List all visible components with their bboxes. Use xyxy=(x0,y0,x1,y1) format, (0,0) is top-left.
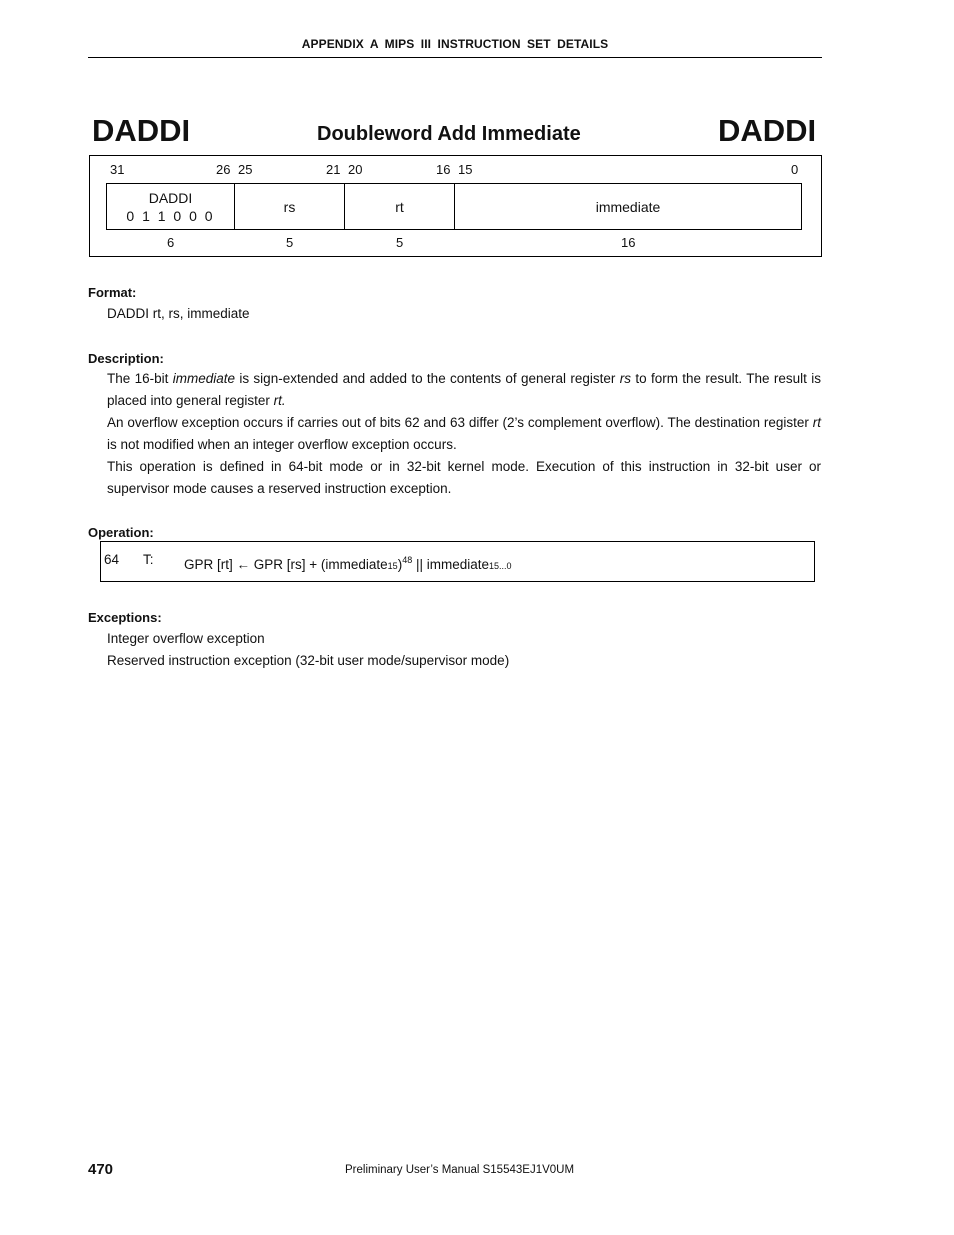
description-paragraph: The 16-bit immediate is sign-extended and added to the contents of general register rs to form the result. The result is placed into general register rt. xyxy=(107,371,821,408)
exception-item: Integer overflow exception xyxy=(107,631,265,646)
field-immediate xyxy=(455,184,801,229)
bit-number: 31 xyxy=(110,162,125,177)
manual-reference: Preliminary User’s Manual S15543EJ1V0UM xyxy=(345,1164,575,1176)
exception-item: Reserved instruction exception (32-bit user mode/supervisor mode) xyxy=(107,653,510,668)
bit-number: 25 xyxy=(238,162,253,177)
bit-number: 0 xyxy=(791,162,799,177)
field-rt xyxy=(345,184,455,229)
field-rs xyxy=(235,184,345,229)
description-body xyxy=(107,368,821,500)
exceptions-heading: Exceptions: xyxy=(88,610,162,625)
field-label: immediate xyxy=(595,198,661,215)
exceptions-list xyxy=(107,628,821,672)
format-syntax: DADDI rt, rs, immediate xyxy=(107,306,250,321)
field-width: 6 xyxy=(167,235,175,250)
bit-number: 16 xyxy=(436,162,451,177)
description-paragraph: An overflow exception occurs if carries out of bits 62 and 63 differ (2’s complement overflow). The destination register rt is not modified when an integer overflow exception occurs. xyxy=(107,415,821,452)
field-width: 16 xyxy=(621,235,636,250)
bit-number: 21 xyxy=(326,162,341,177)
field-width: 5 xyxy=(286,235,294,250)
bit-number: 26 xyxy=(216,162,231,177)
description-heading: Description: xyxy=(88,351,164,366)
operation-expression: GPR [rt] ← GPR [rs] + (immediate15)$^{48}$ || immediate15...0 xyxy=(184,555,512,572)
field-label: rt xyxy=(395,198,404,215)
operation-heading: Operation: xyxy=(88,525,154,540)
bit-number: 20 xyxy=(348,162,363,177)
mnemonic-right: DADDI xyxy=(718,113,817,148)
instruction-title: Doubleword Add Immediate xyxy=(317,123,581,145)
format-heading: Format: xyxy=(88,285,137,300)
mnemonic-left: DADDI xyxy=(92,113,191,148)
bit-number: 15 xyxy=(458,162,473,177)
description-paragraph: This operation is defined in 64-bit mode or in 32-bit kernel mode. Execution of this instruction in 32-bit user or supervisor mode causes a reserved instruction exception. xyxy=(107,459,821,496)
page-header-title: APPENDIX A MIPS III INSTRUCTION SET DETAILS xyxy=(301,37,609,51)
field-opcode xyxy=(107,184,235,229)
operation-stage: T: xyxy=(143,552,154,567)
operation-mode: 64 xyxy=(104,552,120,567)
header-rule xyxy=(88,57,822,58)
opcode-bits: 0 1 1 0 0 0 xyxy=(126,207,215,224)
field-width: 5 xyxy=(396,235,404,250)
field-label: DADDI xyxy=(148,189,193,206)
field-label: rs xyxy=(283,198,296,215)
page-number: 470 xyxy=(88,1161,114,1178)
instruction-fields xyxy=(106,183,802,230)
